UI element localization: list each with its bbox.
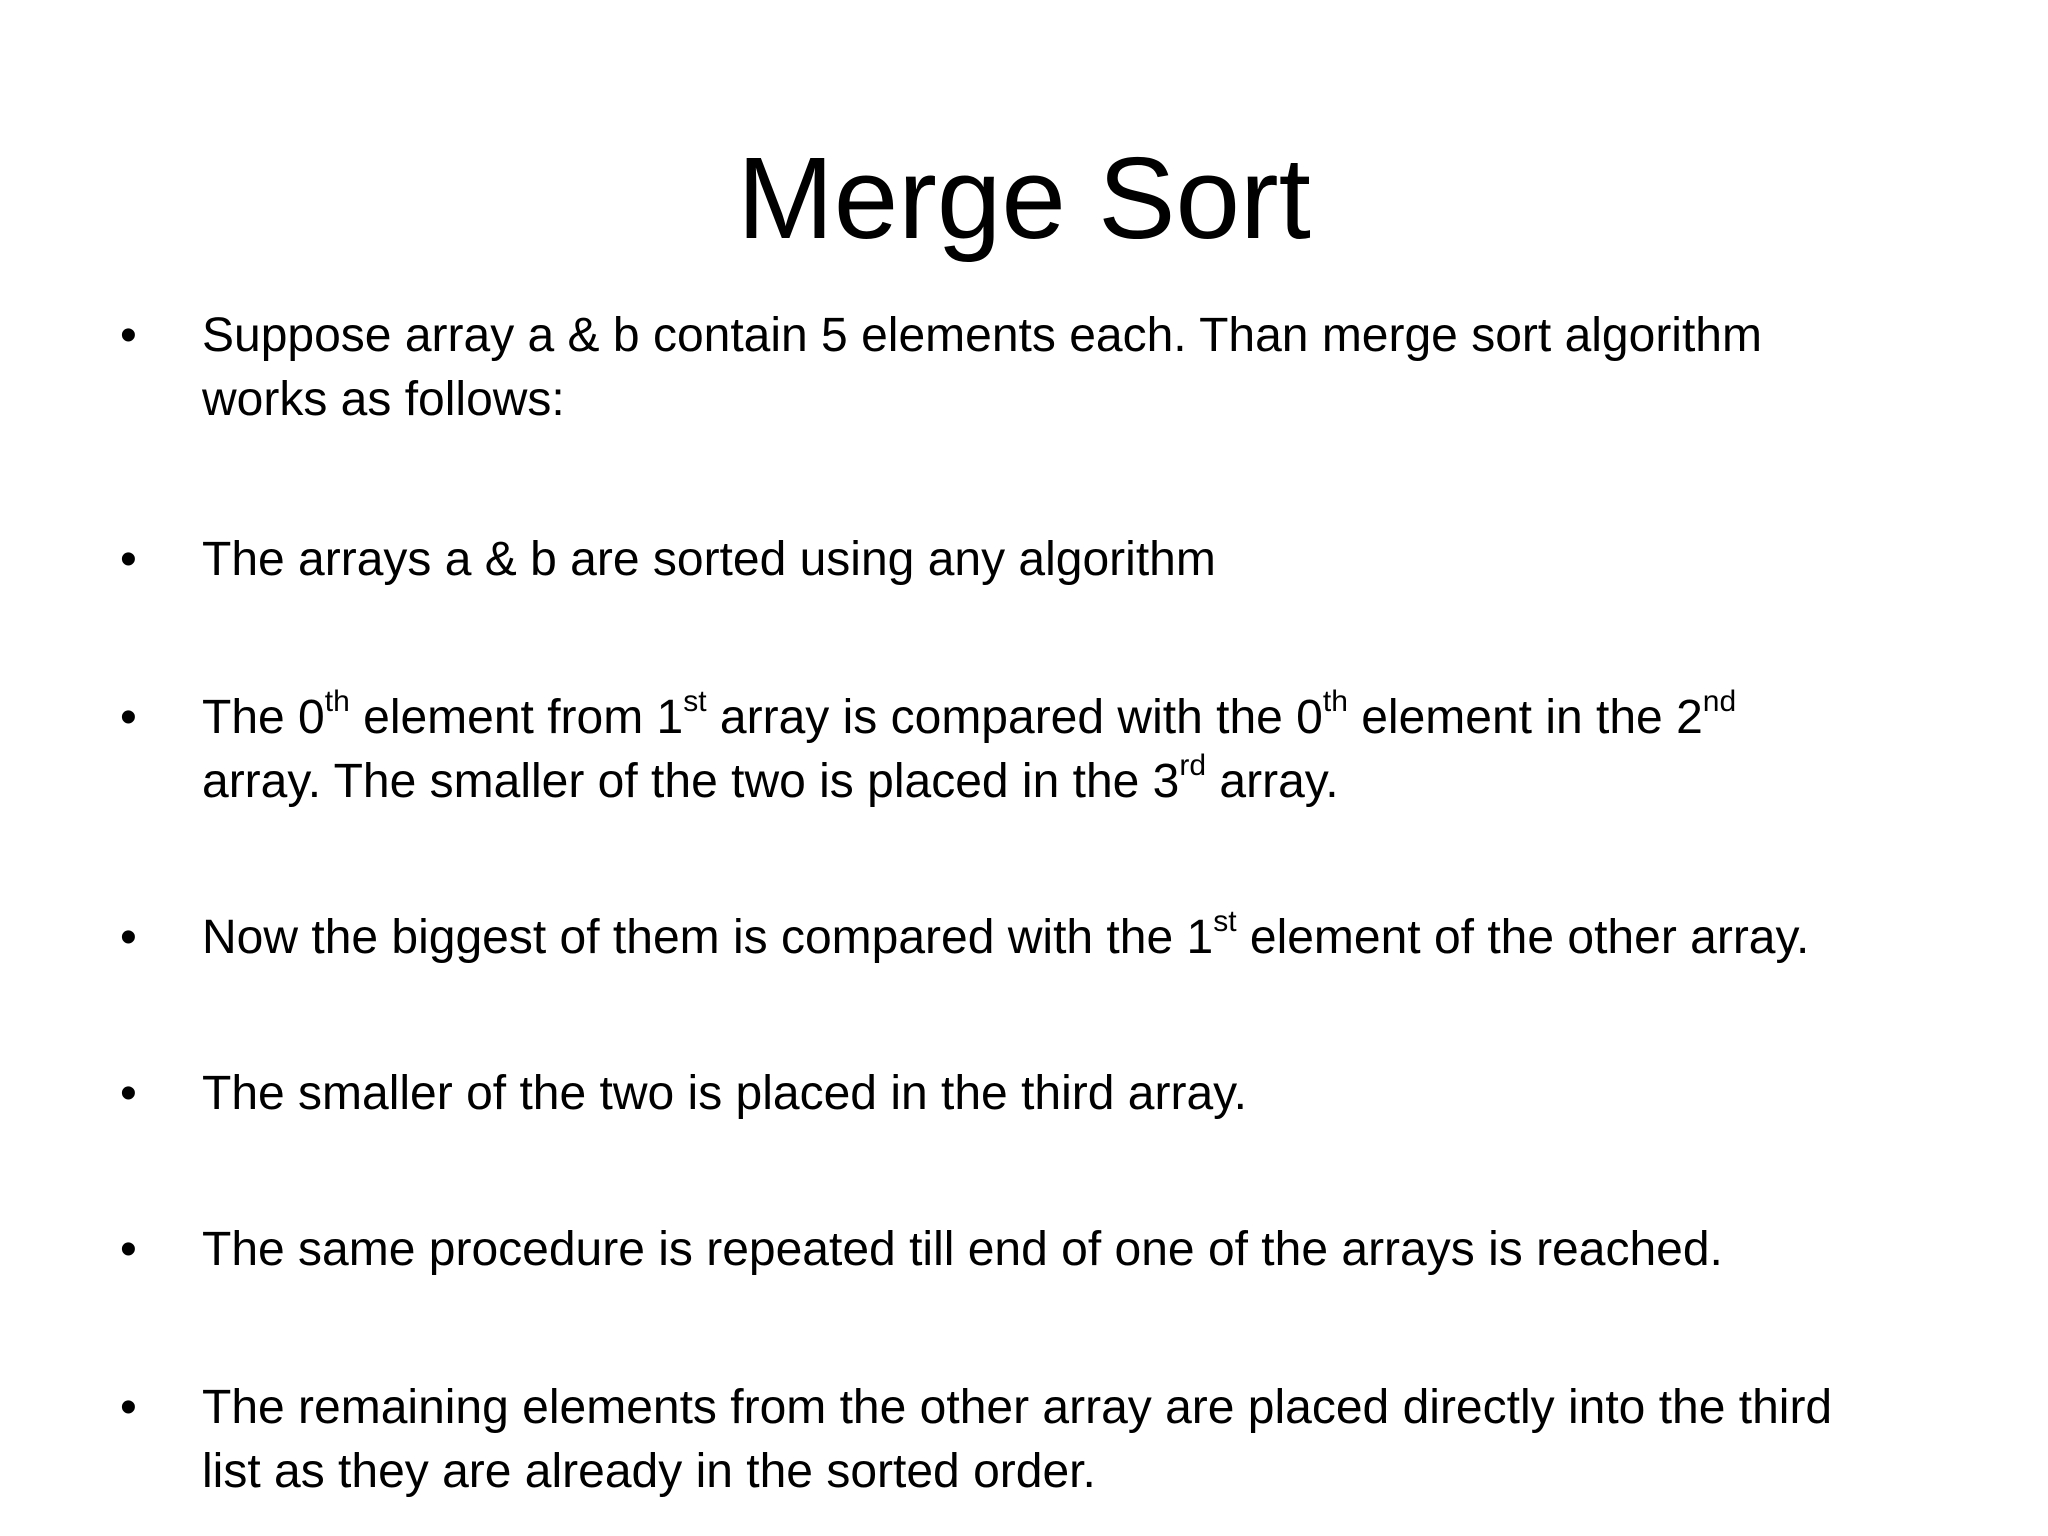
bullet-dot-icon: • bbox=[120, 1067, 137, 1120]
ordinal-suffix: st bbox=[1213, 905, 1237, 938]
bullet-dot-icon: • bbox=[120, 533, 137, 586]
bullet-dot-icon: • bbox=[120, 309, 137, 362]
text-run: The 0 bbox=[202, 691, 325, 744]
text-run: array. The smaller of the two is placed in the 3 bbox=[202, 755, 1180, 808]
text-run: Now the biggest of them is compared with the 1 bbox=[202, 911, 1214, 964]
bullet-dot-icon: • bbox=[120, 911, 137, 964]
bullet-dot-icon: • bbox=[120, 691, 137, 744]
text-run: element from 1 bbox=[349, 691, 684, 744]
bullet-line: Suppose array a & b contain 5 elements each. Than merge sort algorithm bbox=[202, 309, 1762, 362]
text-run: element of the other array. bbox=[1236, 911, 1810, 964]
bullet-text bbox=[202, 304, 1962, 432]
ordinal-suffix: st bbox=[683, 685, 707, 718]
bullet-text: The same procedure is repeated till end of one of the arrays is reached. bbox=[202, 1223, 1723, 1276]
bullet-text bbox=[202, 686, 1962, 814]
bullet-text bbox=[202, 1376, 1962, 1504]
text-run: array is compared with the 0 bbox=[706, 691, 1323, 744]
bullet-dot-icon: • bbox=[120, 1223, 137, 1276]
bullet-line: The remaining elements from the other array are placed directly into the third bbox=[202, 1381, 1833, 1434]
bullet-text: The arrays a & b are sorted using any algorithm bbox=[202, 533, 1216, 586]
ordinal-suffix: th bbox=[324, 685, 350, 718]
bullet-text bbox=[202, 906, 1962, 970]
bullet-line: list as they are already in the sorted order. bbox=[202, 1445, 1096, 1498]
ordinal-suffix: rd bbox=[1179, 749, 1207, 782]
ordinal-suffix: nd bbox=[1702, 685, 1737, 718]
bullet-line: works as follows: bbox=[202, 373, 565, 426]
slide-title: Merge Sort bbox=[737, 133, 1311, 263]
bullet-dot-icon: • bbox=[120, 1381, 137, 1434]
ordinal-suffix: th bbox=[1322, 685, 1348, 718]
text-run: element in the 2 bbox=[1347, 691, 1703, 744]
text-run: array. bbox=[1206, 755, 1339, 808]
bullet-text: The smaller of the two is placed in the third array. bbox=[202, 1067, 1247, 1120]
